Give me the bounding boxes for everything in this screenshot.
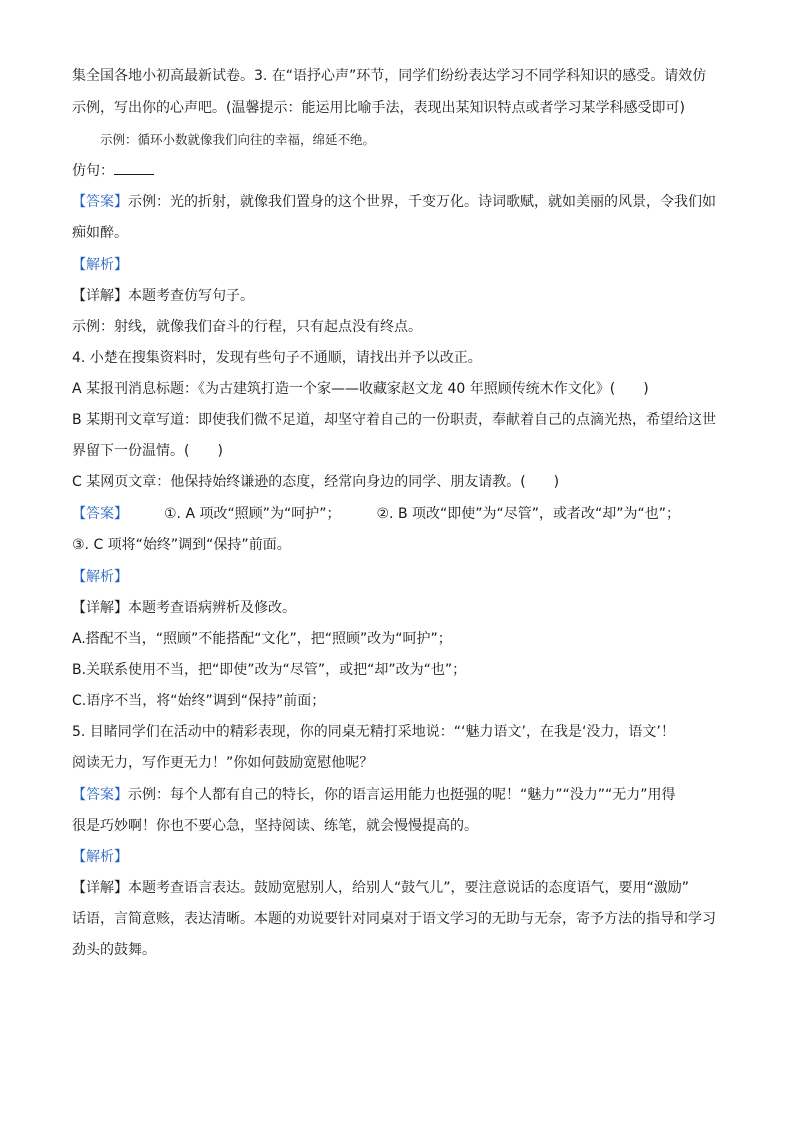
answer-tag: 【答案】 <box>72 194 128 210</box>
jiexi-tag: 【解析】 <box>72 849 128 865</box>
q3-detail-example: 示例：射线，就像我们奋斗的行程，只有起点没有终点。 <box>72 319 422 335</box>
jiexi-tag: 【解析】 <box>72 569 128 585</box>
q3-stem-line2: 示例，写出你的心声吧。(温馨提示：能运用比喻手法，表现出某知识特点或者学习某学科感受即可) <box>72 100 685 116</box>
q4-detail-b: B.关联系使用不当，把“即使”改为“尽管”，或把“却”改为“也”； <box>72 662 467 678</box>
q4-option-c: C 某网页文章：他保持始终谦逊的态度，经常向身边的同学、朋友请教。( ) <box>72 474 560 490</box>
answer-text: 示例：光的折射，就像我们置身的这个世界，千变万化。诗词歌赋，就如美丽的风景，令我们如 <box>128 194 716 210</box>
detail-text: 本题考查仿写句子。 <box>128 288 254 304</box>
detail-tag: 【详解】 <box>72 288 128 304</box>
q3-fill-line <box>72 161 154 181</box>
q4-option-b-line1: B 某期刊文章写道：即使我们微不足道，却坚守着自己的一份职责，奉献着自己的点滴光热，希望给这世 <box>72 412 717 428</box>
fill-blank <box>114 162 154 175</box>
q3-stem-line1: 集全国各地小初高最新试卷。3. 在“语抒心声”环节，同学们纷纷表达学习不同学科知识的感受。请效仿 <box>72 68 707 84</box>
answer-part2: ②. B 项改“即使”为“尽管”，或者改“却”为“也”； <box>376 506 681 522</box>
q5-stem-line2: 阅读无力，写作更无力！”你如何鼓励宽慰他呢？ <box>72 755 374 771</box>
jiexi-tag: 【解析】 <box>72 257 128 273</box>
answer-tag: 【答案】 <box>72 506 128 522</box>
answer-text: 示例：每个人都有自己的特长，你的语言运用能力也挺强的呢！“魅力”“没力”“无力”用得 <box>128 787 676 803</box>
answer-tag: 【答案】 <box>72 787 128 803</box>
q3-detail-line <box>72 286 254 306</box>
q3-answer-line1 <box>72 192 716 212</box>
q4-answer-line2: ③. C 项将“始终”调到“保持”前面。 <box>72 537 291 553</box>
q4-option-a: A 某报刊消息标题：《为古建筑打造一个家——收藏家赵文龙 40 年照顾传统木作文化》( ) <box>72 381 649 397</box>
q4-option-b-line2: 界留下一份温情。( ) <box>72 443 223 459</box>
answer-part1: ①. A 项改“照顾”为“呵护”； <box>164 506 341 522</box>
q4-detail-c: C.语序不当，将“始终”调到“保持”前面； <box>72 693 326 709</box>
q3-answer-line2: 痴如醉。 <box>72 225 128 241</box>
q4-detail-a: A.搭配不当，“照顾”不能搭配“文化”，把“照顾”改为“呵护”； <box>72 631 452 647</box>
detail-tag: 【详解】 <box>72 600 128 616</box>
detail-text: 本题考查语言表达。鼓励宽慰别人，给别人“鼓气儿”，要注意说话的态度语气，要用“激励” <box>128 880 690 896</box>
q5-stem-line1: 5. 目睹同学们在活动中的精彩表现，你的同桌无精打采地说：“‘魅力语文’，在我是‘没力，语文’！ <box>72 724 675 740</box>
q5-answer-line2: 很是巧妙啊！你也不要心急，坚持阅读、练笔，就会慢慢提高的。 <box>72 818 478 834</box>
fill-label: 仿句： <box>72 163 114 179</box>
q3-example: 示例：循环小数就像我们向往的幸福，绵延不绝。 <box>100 132 376 147</box>
q5-detail-line1 <box>72 878 689 898</box>
q5-detail-line2: 话语，言简意赅，表达清晰。本题的劝说要针对同桌对于语文学习的无助与无奈，寄予方法的指导和学习 <box>72 911 716 927</box>
q4-answer-line1 <box>72 504 680 524</box>
detail-text: 本题考查语病辨析及修改。 <box>128 600 296 616</box>
q5-answer-line1 <box>72 785 676 805</box>
detail-tag: 【详解】 <box>72 880 128 896</box>
q5-detail-line3: 劲头的鼓舞。 <box>72 942 156 958</box>
q4-stem: 4. 小楚在搜集资料时，发现有些句子不通顺，请找出并予以改正。 <box>72 350 482 366</box>
q4-detail-line <box>72 598 296 618</box>
